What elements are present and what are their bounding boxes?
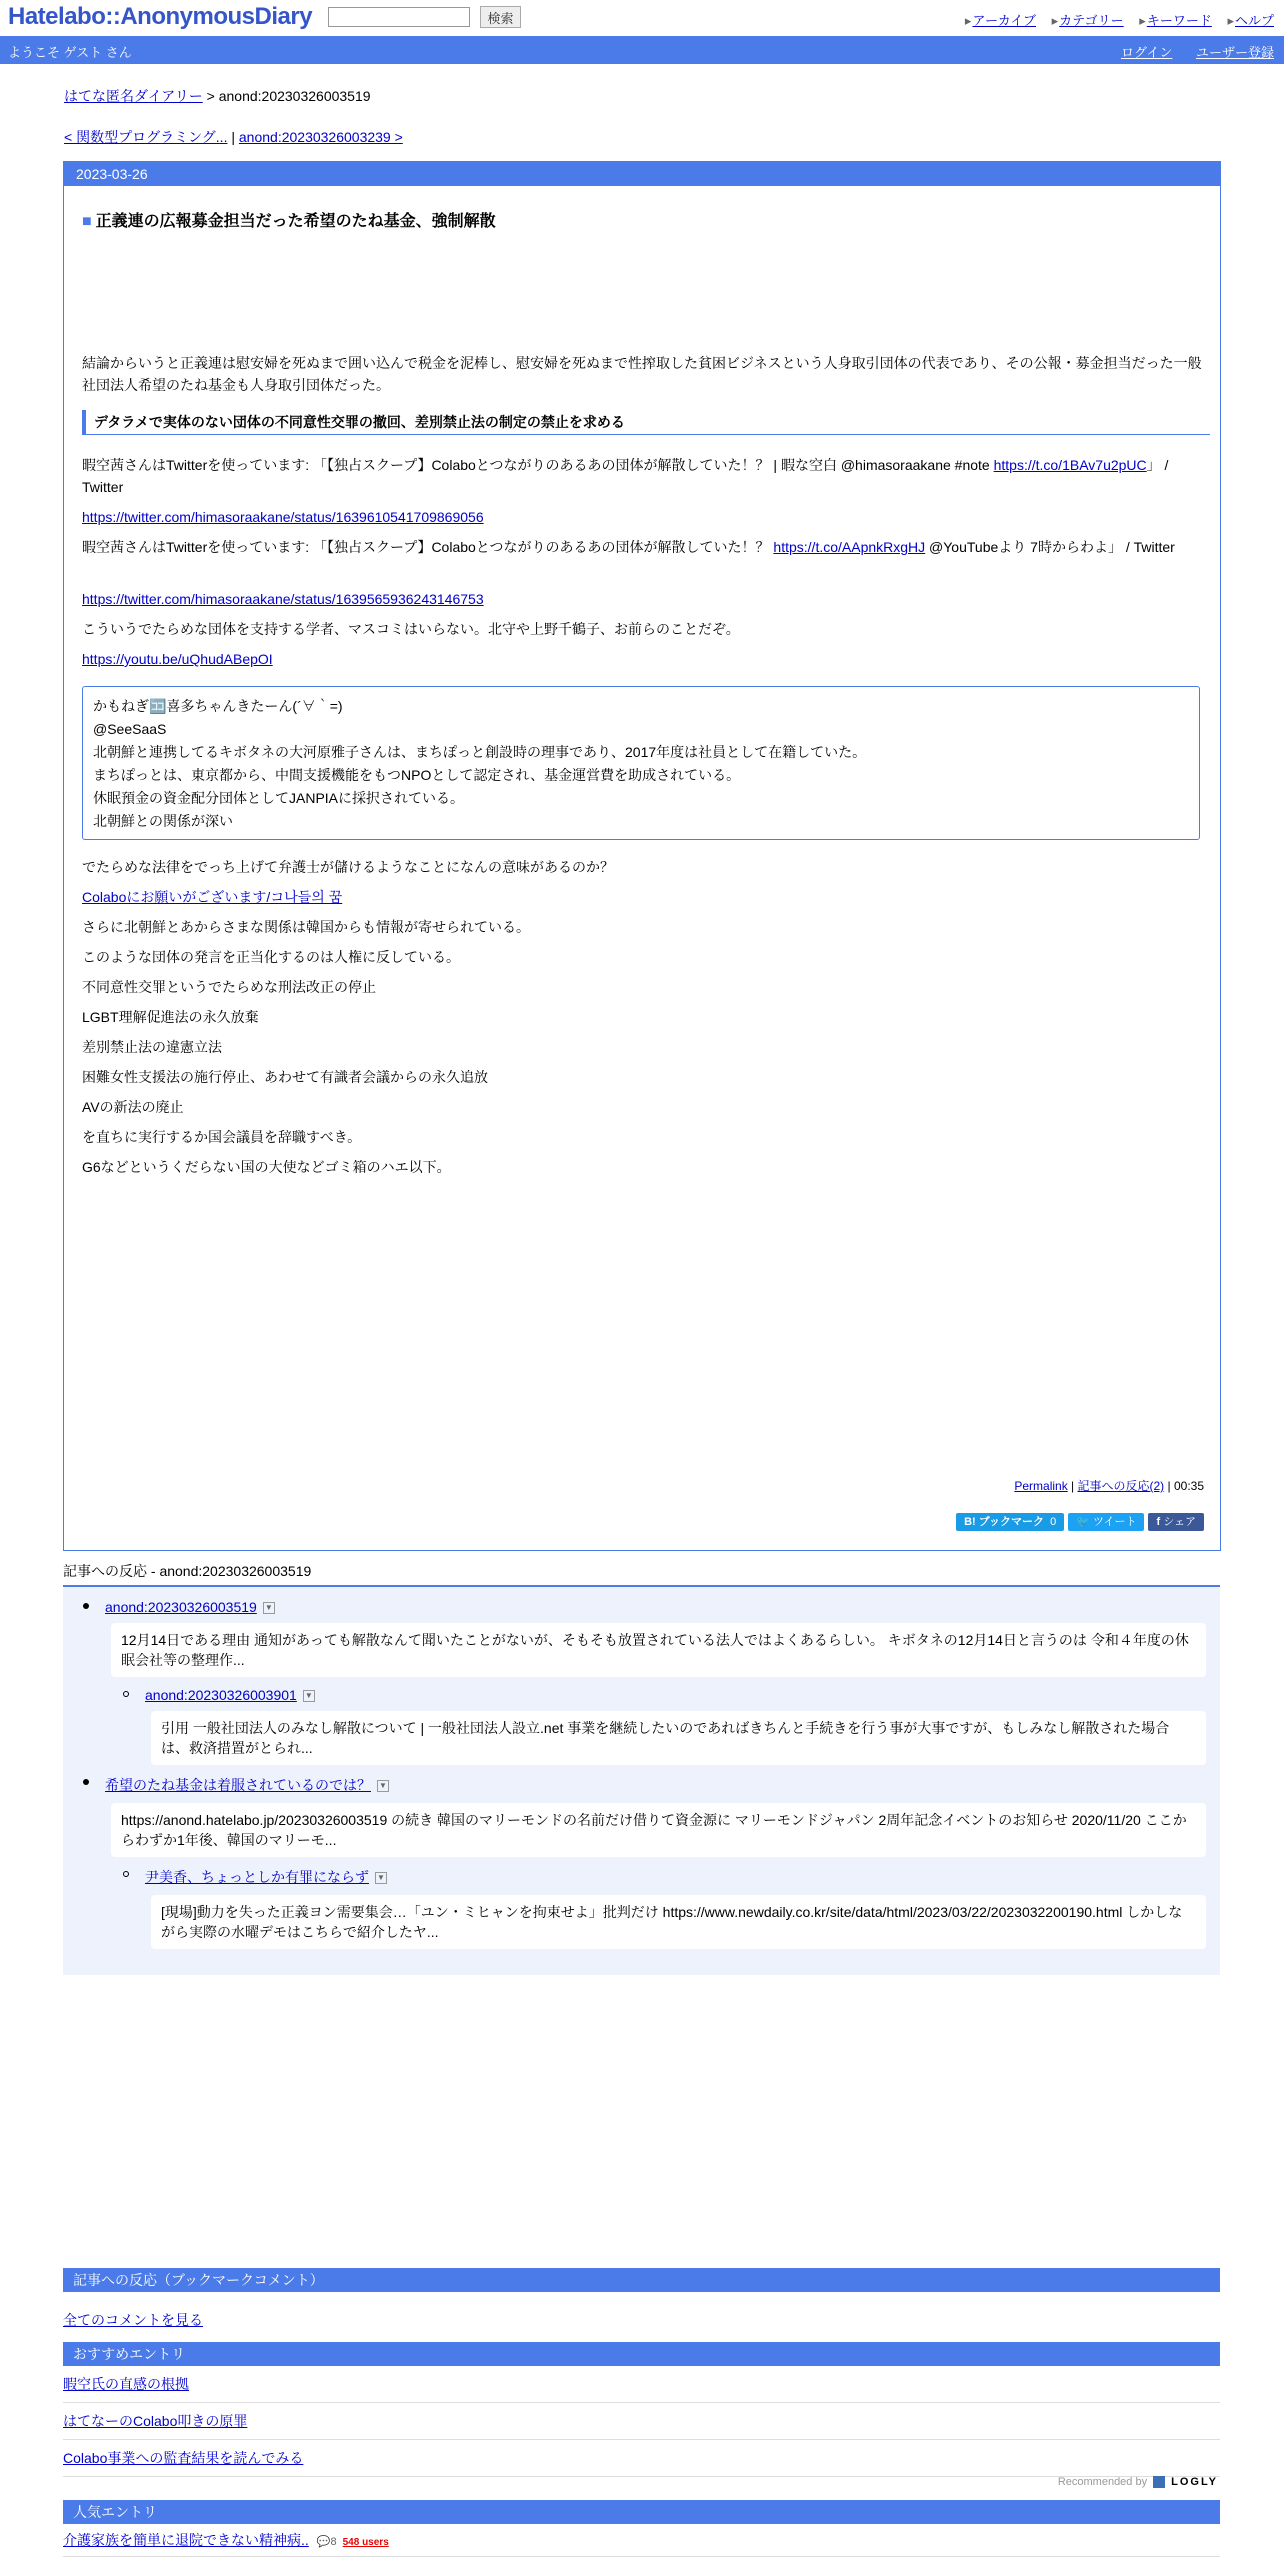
entry-paragraph-2: こういうでたらめな団体を支持する学者、マスコミはいらない。北守や上野千鶴子、お前らのことだぞ。 bbox=[82, 621, 740, 637]
top-bar bbox=[0, 0, 1284, 36]
facebook-share-button[interactable] bbox=[1148, 1513, 1204, 1531]
entry-footer: Permalink | 記事への反応(2) | 00:35 bbox=[1014, 1479, 1204, 1493]
recommended-item bbox=[63, 2440, 1220, 2477]
tweet-1 bbox=[82, 454, 1202, 498]
entry-line: G6などというくだらない国の大使などゴミ箱のハエ以下。 bbox=[82, 1159, 451, 1175]
quote-line: 北朝鮮との関係が深い bbox=[93, 813, 233, 829]
quote-line: 休眠預金の資金配分団体としてJANPIAに採択されている。 bbox=[93, 790, 465, 806]
recommended-item bbox=[63, 2403, 1220, 2440]
tweet-2-url-line bbox=[82, 588, 1202, 610]
popular-heading: 人気エントリ bbox=[63, 2500, 1220, 2524]
recommended-link[interactable]: 暇空氏の直感の根拠 bbox=[63, 2376, 189, 2392]
permalink-link[interactable]: Permalink bbox=[1014, 1479, 1068, 1493]
next-entry-link[interactable]: anond:20230326003239 > bbox=[238, 129, 403, 145]
breadcrumb bbox=[64, 86, 371, 106]
recommended-section bbox=[63, 2342, 1220, 2477]
reaction-link[interactable]: 尹美香、ちょっとしか有罪にならず bbox=[145, 1869, 369, 1885]
youtube-link[interactable]: https://youtu.be/uQhudABepOI bbox=[82, 651, 273, 667]
facebook-icon: f bbox=[1156, 1516, 1161, 1528]
bookmark-comments-heading: 記事への反応（ブックマークコメント） bbox=[63, 2268, 1220, 2292]
tweet-2-short-link[interactable]: https://t.co/AApnkRxgHJ bbox=[773, 539, 926, 555]
register-link[interactable]: ユーザー登録 bbox=[1195, 45, 1274, 60]
popular-item bbox=[63, 2524, 1220, 2557]
entry-title bbox=[82, 208, 496, 231]
recommended-by-text: Recommended by bbox=[1057, 2476, 1148, 2488]
welcome-text: ようこそ ゲスト さん bbox=[8, 45, 132, 60]
entry-paragraph-3: でたらめな法律をでっち上げて弁護士が儲けるようなことになんの意味があるのか？ bbox=[82, 859, 614, 875]
reactions-section bbox=[63, 1561, 1220, 1975]
dropdown-icon[interactable]: ▼ bbox=[377, 1780, 389, 1792]
all-comments-line bbox=[63, 2292, 1220, 2330]
reactions-link[interactable]: 記事への反応(2) bbox=[1077, 1479, 1165, 1493]
reaction-excerpt: 12月14日である理由 通知があっても解散なんて聞いたことがないが、そもそも放置されている法人ではよくあるらしい。 キボタネの12月14日と言うのは 令和４年度の休眠会社等の整理作... bbox=[111, 1623, 1206, 1677]
quote-line: まちぽっとは、東京都から、中間支援機能をもつNPOとして認定され、基金運営費を助成されている。 bbox=[93, 767, 741, 783]
entry-title-text: 正義連の広報募金担当だった希望のたね基金、強制解散 bbox=[95, 213, 496, 230]
entry-line: 差別禁止法の違憲立法 bbox=[82, 1039, 222, 1055]
reactions-list bbox=[63, 1587, 1220, 1975]
reaction-item bbox=[77, 1775, 1206, 1949]
quote-box bbox=[82, 686, 1200, 840]
dropdown-icon[interactable]: ▼ bbox=[303, 1690, 315, 1702]
entry-line: このような団体の発言を正当化するのは人権に反している。 bbox=[82, 949, 460, 965]
tweet-2-text: 暇空茜さんはTwitterを使っています: 「【独占スクープ】Colaboとつながりのあるあの団体が解散していた！？ bbox=[82, 539, 774, 555]
share-label: シェア bbox=[1163, 1516, 1196, 1528]
welcome-bar bbox=[0, 36, 1284, 64]
dropdown-icon[interactable]: ▼ bbox=[375, 1872, 387, 1884]
login-link[interactable]: ログイン bbox=[1121, 45, 1173, 60]
comment-count[interactable] bbox=[317, 2536, 337, 2548]
quote-line: @SeeSaaS bbox=[93, 721, 167, 737]
recommended-item bbox=[63, 2366, 1220, 2403]
colabo-link[interactable]: Colaboにお願いがございます/コ나들의 꿈 bbox=[82, 889, 343, 905]
popular-section bbox=[63, 2500, 1220, 2557]
tweet-1-text: 暇空茜さんはTwitterを使っています: 「【独占スクープ】Colaboとつながりのあるあの団体が解散していた！？ | 暇な空白 @himasoraakane #note bbox=[82, 457, 994, 473]
prev-entry-link[interactable]: < 関数型プログラミング... bbox=[64, 129, 228, 145]
entry-line: さらに北朝鮮とあからさまな関係は韓国からも情報が寄せられている。 bbox=[82, 919, 530, 935]
twitter-icon: 🐦 bbox=[1076, 1516, 1090, 1528]
logly-logo-icon bbox=[1153, 2476, 1165, 2488]
youtube-line bbox=[82, 648, 1202, 670]
all-comments-link[interactable]: 全てのコメントを見る bbox=[63, 2312, 203, 2328]
tweet-2-url[interactable]: https://twitter.com/himasoraakane/status/1639565936243146753 bbox=[82, 591, 484, 607]
search-button[interactable]: 検索 bbox=[480, 6, 521, 28]
bullet-icon bbox=[83, 1603, 89, 1609]
share-bar bbox=[952, 1513, 1204, 1531]
tweet-1-short-link[interactable]: https://t.co/1BAv7u2pUC bbox=[993, 457, 1147, 473]
entry-line: AVの新法の廃止 bbox=[82, 1099, 184, 1115]
bullet-icon bbox=[123, 1691, 129, 1697]
reaction-excerpt: [現場]動力を失った正義ヨン需要集会…「ユン・ミヒャンを拘束せよ」批判だけ https://www.newdaily.co.kr/site/data/html/2023/03/22/2023032200190.html しかしながら実際の水曜デモはこちらで紹介したヤ... bbox=[151, 1895, 1206, 1949]
logly-brand: LOGLY bbox=[1171, 2476, 1218, 2488]
popular-link[interactable]: 介護家族を簡単に退院できない精神病.. bbox=[63, 2532, 309, 2548]
bookmark-count: 0 bbox=[1050, 1516, 1057, 1528]
hatena-bookmark-button[interactable] bbox=[956, 1513, 1064, 1531]
prevnext-sep: | bbox=[227, 129, 239, 145]
tweet-2 bbox=[82, 536, 1202, 558]
tweet-1-url[interactable]: https://twitter.com/himasoraakane/status/1639610541709869056 bbox=[82, 509, 484, 525]
comment-count-value: 8 bbox=[330, 2536, 337, 2548]
reaction-link[interactable]: anond:20230326003519 bbox=[105, 1599, 257, 1615]
search-input[interactable] bbox=[328, 7, 470, 27]
reaction-item bbox=[117, 1687, 1206, 1765]
section-heading: デタラメで実体のない団体の不同意性交罪の撤回、差別禁止法の制定の禁止を求める bbox=[82, 410, 1210, 435]
reaction-item bbox=[117, 1867, 1206, 1949]
recommended-link[interactable]: Colabo事業への監査結果を読んでみる bbox=[63, 2450, 304, 2466]
reaction-excerpt: 引用 一般社団法人のみなし解散について | 一般社団法人設立.net 事業を継続したいのであればきちんと手続きを行う事が大事ですが、もしみなし解散された場合は、救済措置がとられ... bbox=[151, 1711, 1206, 1765]
entry-line: を直ちに実行するか国会議員を辞職すべき。 bbox=[82, 1129, 362, 1145]
tweet-2-tail: @YouTubeより 7時からわよ」 / Twitter bbox=[925, 539, 1175, 555]
day-date: 2023-03-26 bbox=[64, 162, 1220, 186]
entry-line: 困難女性支援法の施行停止、あわせて有識者会議からの永久追放 bbox=[82, 1069, 488, 1085]
reaction-link[interactable]: 希望のたね基金は着服されているのでは？ bbox=[105, 1777, 371, 1793]
reaction-link[interactable]: anond:20230326003901 bbox=[145, 1687, 297, 1703]
reaction-excerpt: https://anond.hatelabo.jp/20230326003519 の続き 韓国のマリーモンドの名前だけ借りて資金源に マリーモンドジャパン 2周年記念イベントのお知らせ 2020/11/20 ここからわずか1年後、韓国のマリーモ... bbox=[111, 1803, 1206, 1857]
top-nav bbox=[953, 10, 1274, 29]
breadcrumb-current: anond:20230326003519 bbox=[218, 88, 371, 104]
quote-line: かもねぎ🈁喜多ちゃんきたーん(´∀｀=) bbox=[93, 698, 343, 714]
bullet-icon bbox=[123, 1871, 129, 1877]
quote-line: 北朝鮮と連携してるキボタネの大河原雅子さんは、まちぽっと創設時の理事であり、2017年度は社員として在籍していた。 bbox=[93, 744, 867, 760]
tweet-1-url-line bbox=[82, 506, 1202, 528]
comment-icon: 💬 bbox=[316, 2536, 331, 2548]
nav-keyword[interactable]: ▸ キーワード bbox=[1139, 13, 1212, 28]
entry-line: LGBT理解促進法の永久放棄 bbox=[82, 1009, 259, 1025]
dropdown-icon[interactable]: ▼ bbox=[263, 1602, 275, 1614]
tweet-label: ツイート bbox=[1093, 1516, 1137, 1528]
bookmark-users-badge[interactable]: 548 users bbox=[342, 2537, 389, 2548]
bullet-icon bbox=[83, 1779, 89, 1785]
breadcrumb-root[interactable]: はてな匿名ダイアリー bbox=[64, 88, 203, 104]
recommended-link[interactable]: はてなーのColabo叩きの原罪 bbox=[63, 2413, 248, 2429]
entry-paragraph: 結論からいうと正義連は慰安婦を死ぬまで囲い込んで税金を泥棒し、慰安婦を死ぬまで性搾取した貧困ビジネスという人身取引団体の代表であり、その公報・募金担当だった一般社団法人希望のたね基金も人身取引団体だった。 bbox=[82, 355, 1202, 393]
title-square-icon[interactable]: ■ bbox=[82, 213, 92, 230]
recommended-heading: おすすめエントリ bbox=[63, 2342, 1220, 2366]
tweet-button[interactable] bbox=[1068, 1513, 1144, 1531]
day-box bbox=[63, 161, 1221, 1551]
breadcrumb-sep: > bbox=[202, 88, 219, 104]
site-logo[interactable]: Hatelabo::AnonymousDiary bbox=[8, 3, 313, 30]
reactions-heading: 記事への反応 - anond:20230326003519 bbox=[63, 1561, 1220, 1587]
entry-time: 00:35 bbox=[1173, 1479, 1204, 1493]
bookmark-comments-section bbox=[63, 2268, 1220, 2330]
bookmark-label: B! ブックマーク bbox=[964, 1516, 1045, 1528]
nav-help[interactable]: ▸ ヘルプ bbox=[1227, 13, 1274, 28]
nav-archive[interactable]: ▸ アーカイブ bbox=[965, 13, 1036, 28]
logly-badge[interactable] bbox=[1058, 2476, 1218, 2488]
reaction-item bbox=[77, 1599, 1206, 1765]
entry-line: 不同意性交罪というでたらめな刑法改正の停止 bbox=[82, 979, 376, 995]
tweet-1-tail: 」 / Twitter bbox=[82, 457, 1169, 495]
prev-next-nav bbox=[64, 127, 403, 147]
nav-category[interactable]: ▸ カテゴリー bbox=[1052, 13, 1124, 28]
colabo-line bbox=[82, 886, 1202, 908]
